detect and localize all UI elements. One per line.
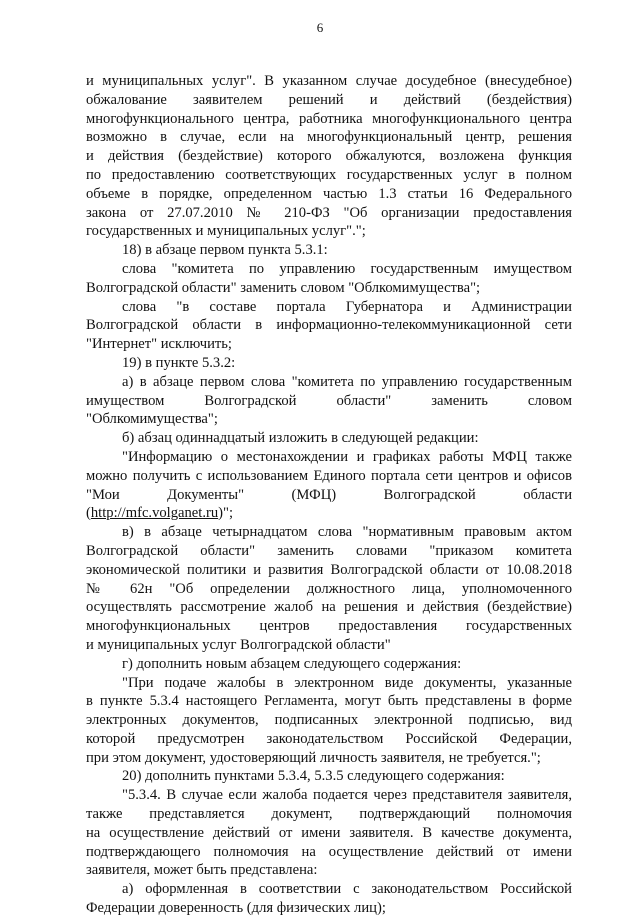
text-line: "Облкомимущества"; xyxy=(86,411,218,428)
text-line: в пункте 5.3.4 настоящего Регламента, могут быть представлены в форме xyxy=(86,693,572,710)
text-line: г) дополнить новым абзацем следующего содержания: xyxy=(122,655,462,672)
text-line: "При подаче жалобы в электронном виде документы, указанные xyxy=(122,674,572,691)
text-line: "Интернет" исключить; xyxy=(86,336,232,353)
text-line: которой предусмотрен законодательством Российской Федерации, xyxy=(86,730,572,747)
text-line: и муниципальных услуг". В указанном случае досудебное (внесудебное) xyxy=(86,73,572,89)
mfc-website-link[interactable]: http://mfc.volganet.ru xyxy=(90,505,219,522)
text-line: имуществом Волгоградской области" заменить словом xyxy=(86,392,572,409)
text-line: при этом документ, удостоверяющий личность заявителя, не требуется."; xyxy=(86,749,541,766)
text-line: Волгоградской области" заменить словом "Облкомимущества"; xyxy=(86,279,481,296)
text-line: а) оформленная в соответствии с законодательством Российской xyxy=(122,881,572,898)
text-line: слова "в составе портала Губернатора и Администрации xyxy=(122,298,572,315)
text-line: также представляется документ, подтверждающий полномочия xyxy=(86,806,572,823)
text-line: 19) в пункте 5.3.2: xyxy=(122,354,236,371)
text-line: б) абзац одиннадцатый изложить в следующей редакции: xyxy=(122,430,479,447)
text-line: экономической политики и развития Волгоградской области от 10.08.2018 xyxy=(86,561,572,578)
text-line: Волгоградской области в информационно-телекоммуникационной сети xyxy=(86,317,572,334)
text-line: "5.3.4. В случае если жалоба подается через представителя заявителя, xyxy=(122,787,572,804)
text-line: слова "комитета по управлению государственным имуществом xyxy=(122,260,572,277)
text-line: № 62н "Об определении должностного лица, уполномоченного xyxy=(86,580,572,597)
text-line: на осуществление действий от имени заявителя. В качестве документа, xyxy=(86,824,572,841)
text-line: государственных и муниципальных услуг"."; xyxy=(86,223,366,240)
text-line: подтверждающего полномочия на осуществление действий от имени xyxy=(86,843,572,860)
text-line: "Мои Документы" (МФЦ) Волгоградской области xyxy=(86,486,572,503)
text-line: осуществлять рассмотрение жалоб на решения и действия (бездействие) xyxy=(86,599,572,616)
text-line: закона от 27.07.2010 № 210-ФЗ "Об организации предоставления xyxy=(86,204,572,221)
text-line: электронных документов, подписанных электронной подписью, вид xyxy=(86,712,572,729)
text-line: (http://mfc.volganet.ru)"; xyxy=(86,505,234,522)
text-line: 20) дополнить пунктами 5.3.4, 5.3.5 следующего содержания: xyxy=(122,768,505,785)
text-line: заявителя, может быть представлена: xyxy=(86,862,318,879)
text-line: многофункциональных центров предоставления государственных xyxy=(86,618,572,635)
text-line: и действия (бездействие) которого обжалуются, возложена функция xyxy=(86,148,572,165)
text-line: по предоставлению соответствующих государственных услуг в полном xyxy=(86,166,572,183)
text-line: многофункционального центра, работника многофункционального центра xyxy=(86,110,572,127)
text-line: Волгоградской области" заменить словами "приказом комитета xyxy=(86,542,572,559)
text-line: а) в абзаце первом слова "комитета по управлению государственным xyxy=(122,373,572,390)
document-body xyxy=(86,72,572,918)
text-line: объеме в порядке, определенном частью 1.3 статьи 16 Федерального xyxy=(86,185,572,202)
page-number: 6 xyxy=(316,20,324,35)
text-line: в) в абзаце четырнадцатом слова "нормативным правовым актом xyxy=(122,524,572,541)
text-line: можно получить с использованием Единого портала сети центров и офисов xyxy=(86,467,572,484)
text-line: 18) в абзаце первом пункта 5.3.1: xyxy=(122,242,328,259)
text-line: возможно в случае, если на многофункциональный центр, решения xyxy=(86,129,572,146)
text-line: и муниципальных услуг Волгоградской области" xyxy=(86,636,391,653)
text-line: "Информацию о местонахождении и графиках работы МФЦ также xyxy=(122,448,572,465)
text-line: обжалование заявителем решений и действий (бездействия) xyxy=(86,91,572,108)
text-line: Федерации доверенность (для физических лиц); xyxy=(86,900,386,917)
